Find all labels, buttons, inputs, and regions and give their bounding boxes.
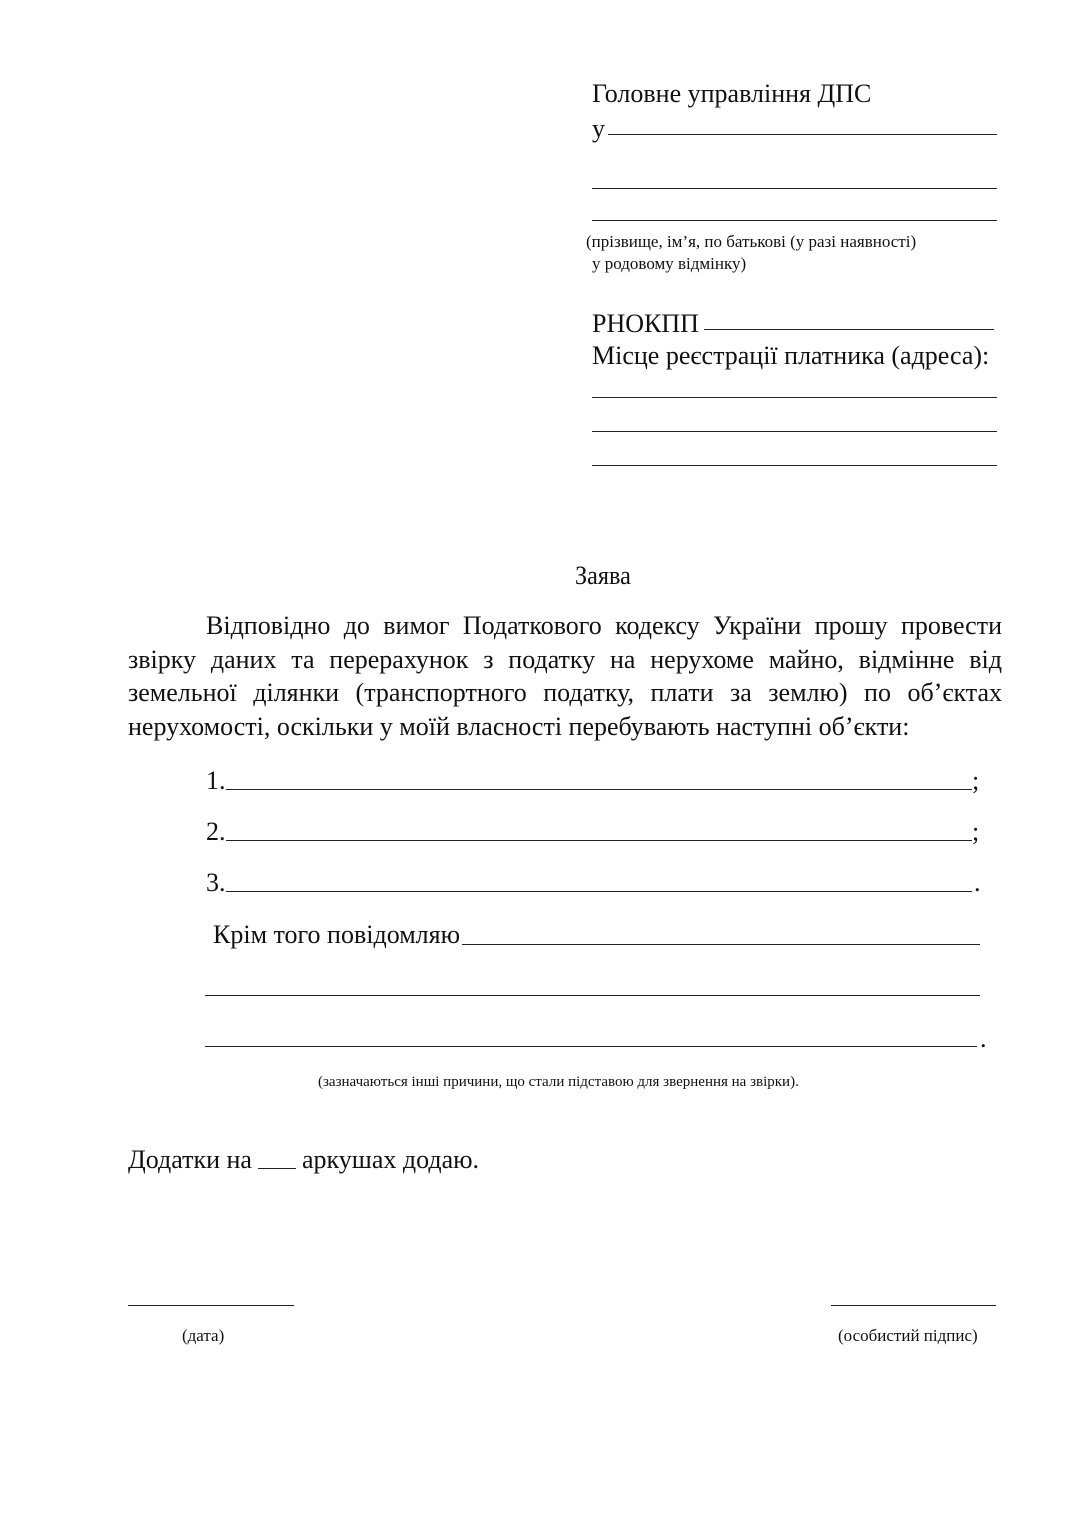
additional-info-field-line-2[interactable] [205,995,980,996]
rnokpp-field-line[interactable] [704,329,994,330]
item-field-line-2[interactable] [226,840,972,841]
additional-info-label: Крім того повідомляю [213,920,461,949]
additional-info-field-line-3[interactable] [205,1046,977,1047]
addressee-label: Головне управління ДПС [592,79,872,108]
address-label: Місце реєстрації платника (адреса): [592,341,990,370]
full-name-field-line-2[interactable] [592,220,997,221]
additional-info-field-line-1[interactable] [462,944,980,945]
item-field-line-1[interactable] [226,789,972,790]
address-field-line-2[interactable] [592,431,997,432]
attachments-prefix: Додатки на [128,1145,252,1174]
full-name-hint-2: у родовому відмінку) [592,254,747,273]
in-prefix: у [592,114,605,143]
date-field-line[interactable] [128,1305,294,1306]
rnokpp-label: РНОКПП [592,309,699,338]
request-paragraph [128,609,1002,743]
additional-info-hint: (зазначаються інші причини, що стали підставою для звернення на звірки). [318,1074,799,1090]
additional-info-end: . [980,1024,987,1053]
item-number-2: 2. [206,817,226,846]
item-end-2: ; [972,817,980,846]
request-paragraph-text: Відповідно до вимог Податкового кодексу України прошу провести звірку даних та перерахунок з податку на нерухоме майно, відмінне від земельної ділянки (транспортного податку, плати за землю) по об’єктах нерухомості, оскільки у моїй власності перебувають наступні об’єкти: [128,611,1002,741]
document-title: Заява [575,561,631,590]
item-number-1: 1. [206,766,226,795]
tax-office-field-line[interactable] [608,134,997,135]
item-end-3: . [974,868,981,897]
item-number-3: 3. [206,868,226,897]
item-end-1: ; [972,766,980,795]
attachments-suffix: аркушах додаю. [302,1145,480,1174]
full-name-field-line-1[interactable] [592,188,997,189]
full-name-hint-1: (прізвище, ім’я, по батькові (у разі наявності) [586,232,917,251]
item-field-line-3[interactable] [226,891,972,892]
signature-label: (особистий підпис) [838,1326,978,1345]
address-field-line-1[interactable] [592,397,997,398]
date-label: (дата) [182,1326,225,1345]
signature-field-line[interactable] [831,1305,996,1306]
attachments-count-field-line[interactable] [258,1168,296,1169]
address-field-line-3[interactable] [592,465,997,466]
